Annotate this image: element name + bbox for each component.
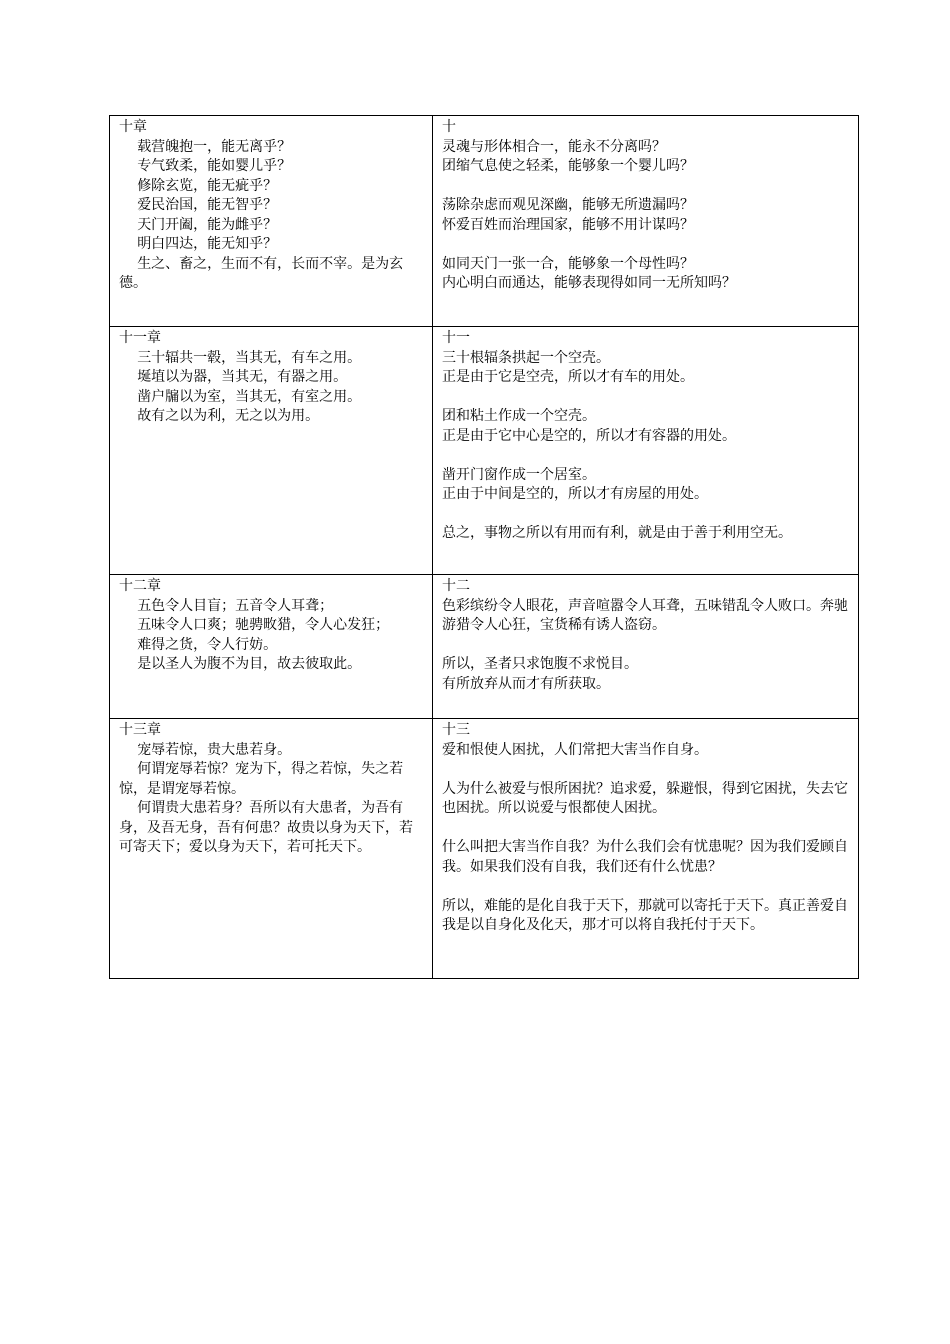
chapter-heading: 十二章 [119, 578, 161, 594]
translation-line: 如同天门一张一合，能够象一个母性吗？ [442, 255, 694, 272]
translation-cell [433, 719, 859, 979]
translation-line [442, 505, 852, 525]
original-text-cell [110, 575, 433, 719]
verse-line: 五色令人目盲；五音令人耳聋； [137, 597, 334, 614]
verse-paragraph: 何谓贵大患若身？吾所以有大患者，为吾有身，及吾无身，吾有何患？故贵以身为天下，若可寄天下；爱以身为天下，若可托天下。 [119, 800, 413, 855]
verse-line: 天门开阖，能为雌乎？ [137, 216, 278, 233]
translation-cell [433, 575, 859, 719]
translation-line: 正是由于它中心是空的，所以才有容器的用处。 [442, 427, 736, 444]
verse-line: 爱民治国，能无智乎？ [137, 197, 278, 213]
verse-line: 载营魄抱一，能无离乎？ [137, 138, 292, 155]
translation-heading: 十一 [442, 330, 470, 346]
translation-line: 什么叫把大害当作自我？为什么我们会有忧患呢？因为我们爱顾自我。如果我们没有自我，我们还有什么忧患？ [442, 839, 848, 875]
verse-line: 三十辐共一毂，当其无，有车之用。 [137, 349, 362, 366]
verse-line: 专气致柔，能如婴儿乎？ [137, 158, 292, 174]
translation-line [442, 877, 852, 897]
verse-line: 凿户牖以为室，当其无，有室之用。 [137, 388, 362, 405]
translation-line [442, 177, 852, 197]
chapter-row [110, 116, 859, 327]
translation-line [442, 235, 852, 255]
verse-line: 宠辱若惊，贵大患若身。 [137, 741, 292, 758]
translation-heading: 十三 [442, 722, 470, 738]
chapter-heading: 十一章 [119, 330, 161, 346]
translation-line: 怀爱百姓而治理国家，能够不用计谋吗？ [442, 216, 694, 233]
chapter-heading: 十章 [119, 119, 147, 135]
translation-line: 荡除杂虑而观见深幽，能够无所遗漏吗？ [442, 197, 694, 213]
translation-line [442, 819, 852, 839]
translation-line: 人为什么被爱与恨所困扰？追求爱，躲避恨，得到它困扰，失去它也困扰。所以说爱与恨都使人困扰。 [442, 780, 848, 816]
translation-line [442, 760, 852, 780]
chapter-row [110, 719, 859, 979]
chapter-heading: 十三章 [119, 722, 161, 738]
translation-line: 三十根辐条拱起一个空壳。 [442, 349, 610, 366]
translation-line [442, 636, 852, 656]
translation-line: 所以，圣者只求饱腹不求悦目。 [442, 656, 638, 672]
chapter-row [110, 327, 859, 575]
verse-line: 明白四达，能无知乎？ [137, 236, 278, 252]
translation-line: 内心明白而通达，能够表现得如同一无所知吗？ [442, 275, 736, 291]
translation-heading: 十 [442, 119, 456, 135]
verse-line: 难得之货，令人行妨。 [137, 636, 278, 653]
translation-line: 色彩缤纷令人眼花，声音喧嚣令人耳聋，五味错乱令人败口。奔驰游猎令人心狂，宝货稀有诱人盗窃。 [442, 597, 848, 633]
original-text-cell [110, 327, 433, 575]
translation-line: 团缩气息使之轻柔，能够象一个婴儿吗？ [442, 158, 694, 174]
chapter-table [109, 115, 859, 979]
translation-line [442, 388, 852, 408]
translation-line: 灵魂与形体相合一，能永不分离吗？ [442, 138, 666, 155]
verse-paragraph: 生之、畜之，生而不有，长而不宰。是为玄德。 [119, 255, 404, 291]
translation-line [442, 446, 852, 466]
verse-line: 修除玄览，能无疵乎？ [137, 177, 278, 194]
translation-line: 正是由于它是空壳，所以才有车的用处。 [442, 369, 694, 385]
chapter-row [110, 575, 859, 719]
verse-line: 故有之以为利，无之以为用。 [137, 408, 320, 424]
translation-line: 凿开门窗作成一个居室。 [442, 466, 596, 483]
original-text-cell [110, 116, 433, 327]
translation-heading: 十二 [442, 578, 470, 594]
translation-line: 团和粘土作成一个空壳。 [442, 408, 596, 424]
verse-paragraph: 何谓宠辱若惊？宠为下，得之若惊，失之若惊，是谓宠辱若惊。 [119, 761, 404, 797]
translation-line: 总之，事物之所以有用而有利，就是由于善于利用空无。 [442, 525, 792, 541]
verse-line: 五味令人口爽；驰骋畋猎，令人心发狂； [137, 617, 390, 633]
translation-line: 爱和恨使人困扰，人们常把大害当作自身。 [442, 741, 708, 758]
original-text-cell [110, 719, 433, 979]
translation-line: 所以，难能的是化自我于天下，那就可以寄托于天下。真正善爱自我是以自身化及化天，那才可以将自我托付于天下。 [442, 897, 848, 933]
translation-line: 正由于中间是空的，所以才有房屋的用处。 [442, 486, 708, 502]
translation-cell [433, 327, 859, 575]
translation-line: 有所放弃从而才有所获取。 [442, 675, 610, 692]
verse-line: 埏埴以为器，当其无，有器之用。 [137, 369, 348, 385]
translation-cell [433, 116, 859, 327]
verse-line: 是以圣人为腹不为目，故去彼取此。 [137, 656, 362, 672]
